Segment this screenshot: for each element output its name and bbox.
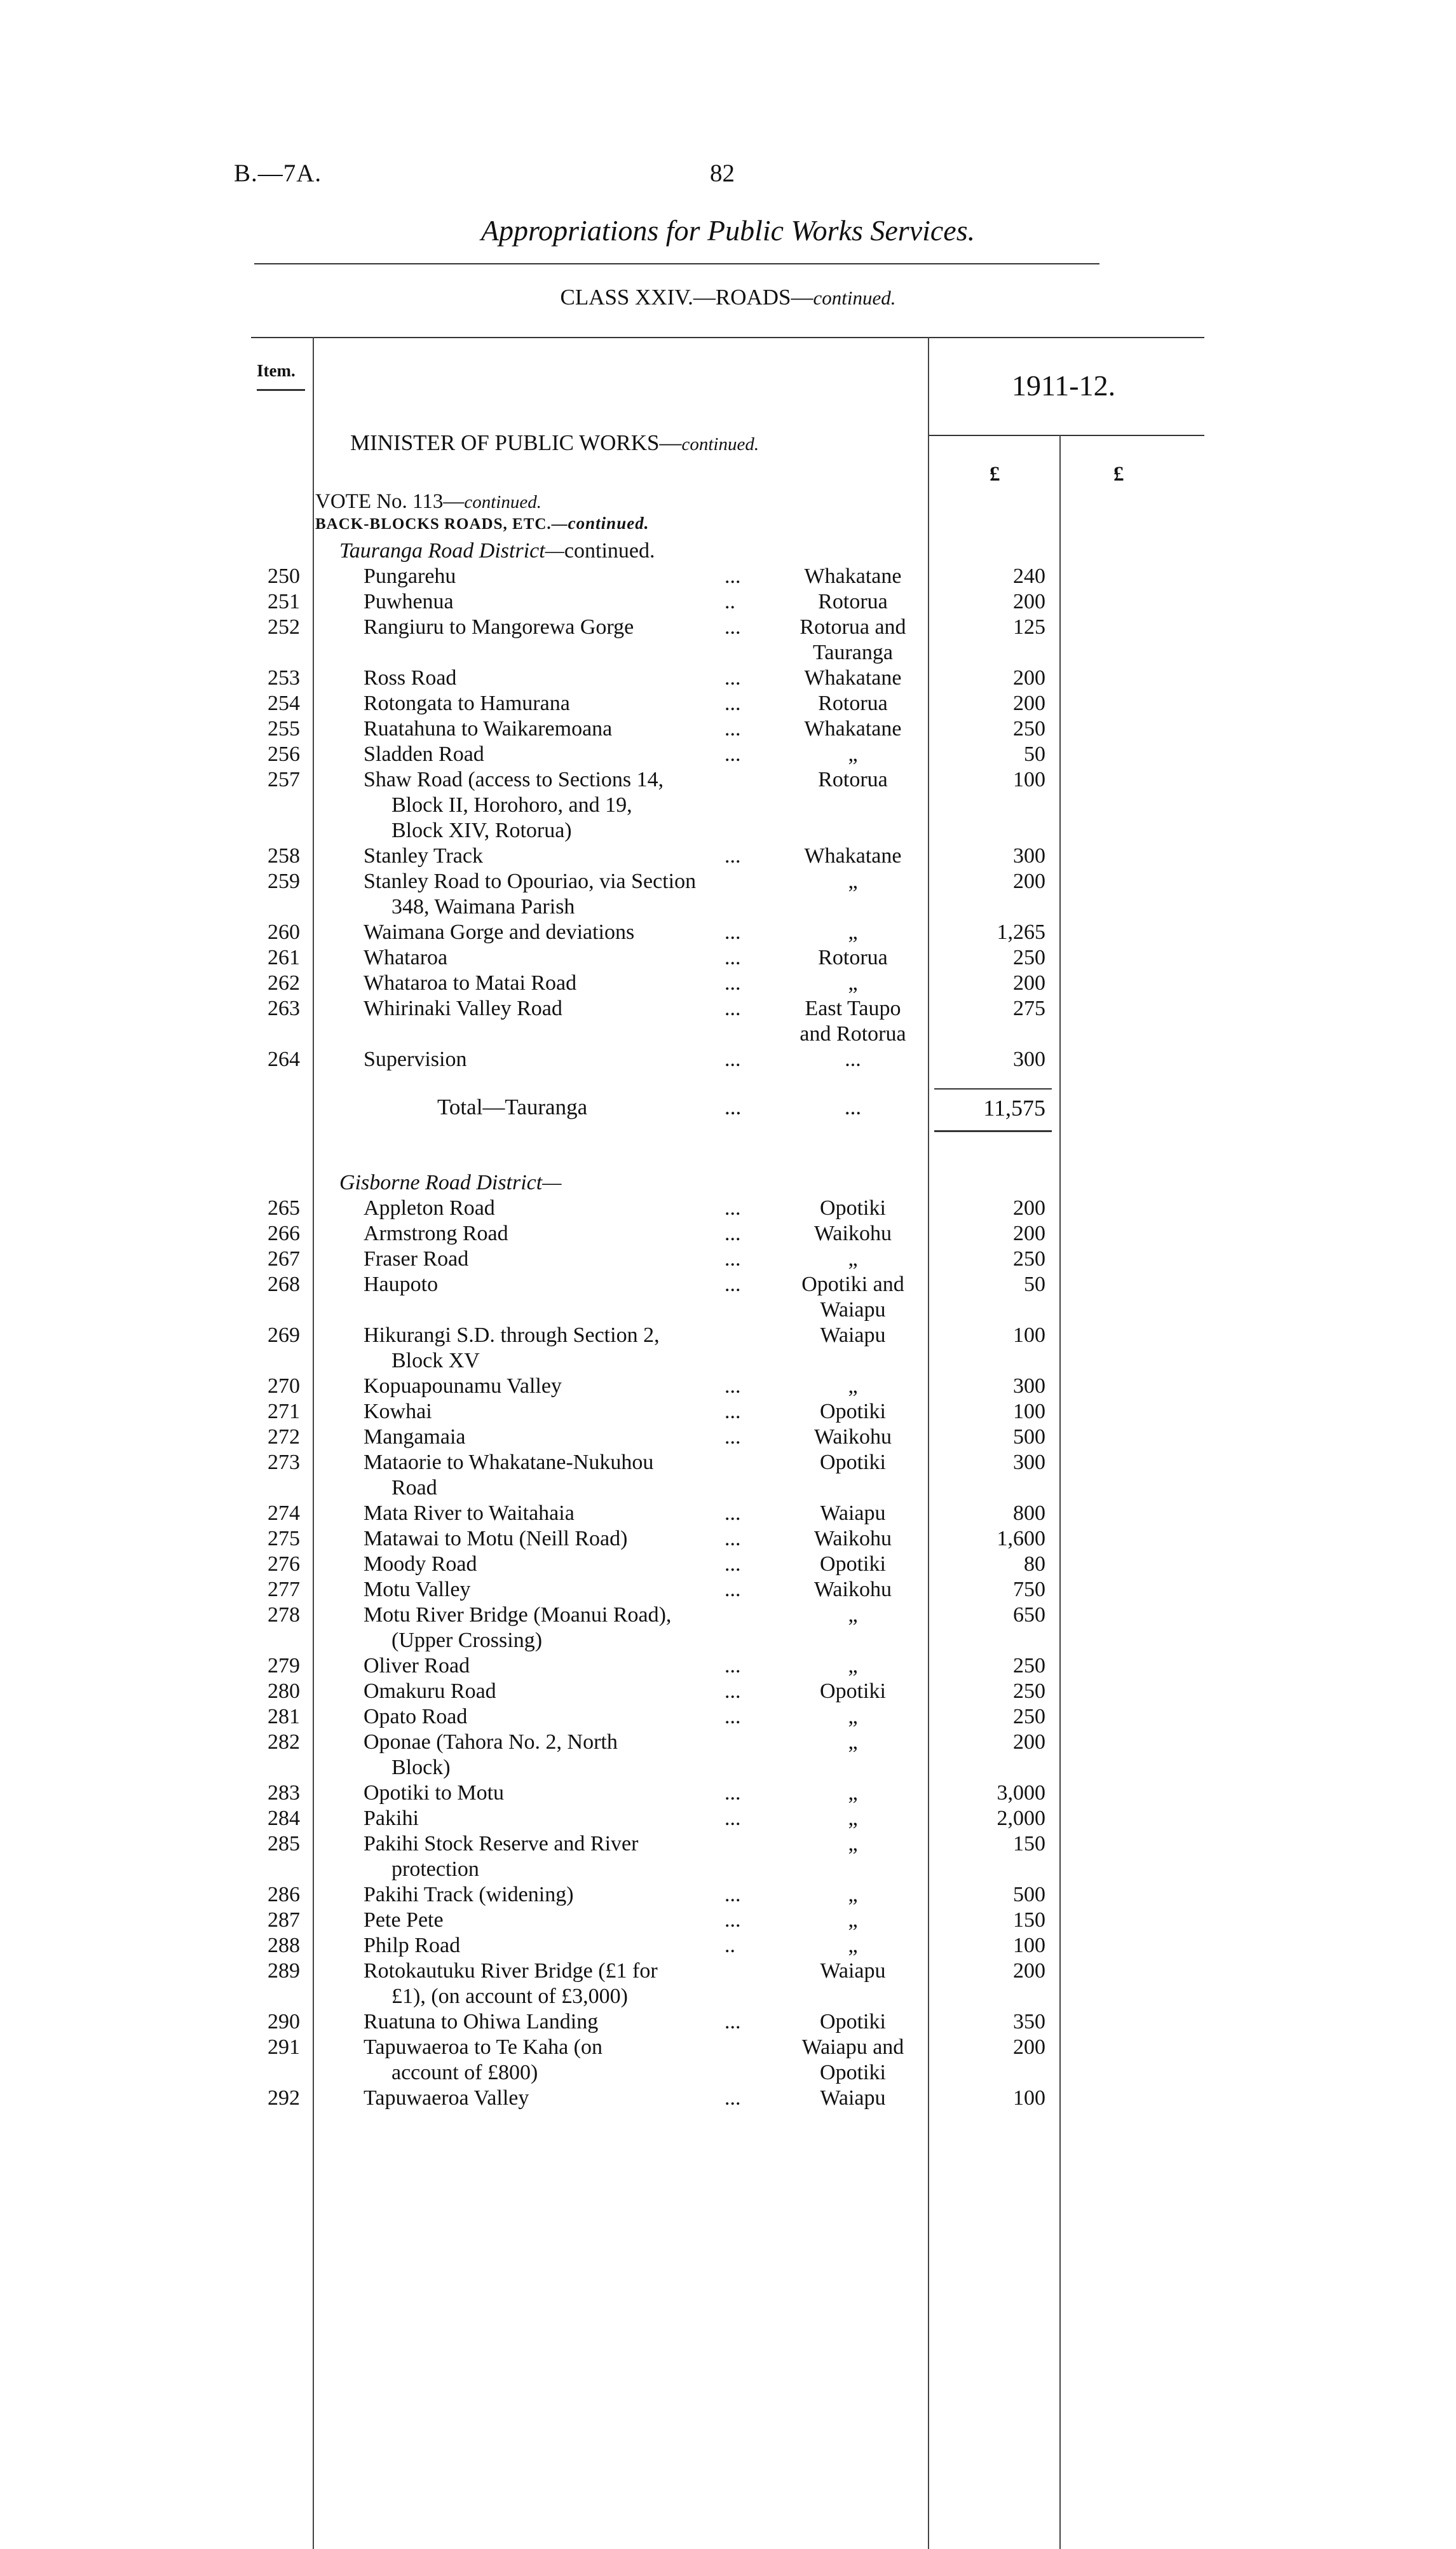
leader-dots: ... <box>725 1654 741 1678</box>
item-column-header: Item. <box>257 361 296 380</box>
item-name: Tapuwaeroa to Te Kaha (on <box>364 2035 603 2059</box>
total-bottom-rule <box>934 1130 1052 1132</box>
item-row <box>0 1527 1456 1552</box>
item-locality: Waikohu <box>814 1527 892 1550</box>
item-amount: 250 <box>1013 717 1045 741</box>
item-locality: „ <box>848 1807 858 1830</box>
item-amount: 2,000 <box>997 1807 1045 1830</box>
item-name-continuation: Block XV <box>391 1349 480 1372</box>
tauranga-total-amount: 11,575 <box>983 1095 1045 1121</box>
item-name: Pakihi <box>364 1807 419 1830</box>
item-name: Ruatuna to Ohiwa Landing <box>364 2010 599 2033</box>
item-name: Pete Pete <box>364 1908 444 1932</box>
item-name: Oliver Road <box>364 1654 470 1678</box>
item-amount: 500 <box>1013 1883 1045 1906</box>
item-name: Mata River to Waitahaia <box>364 1501 575 1525</box>
item-amount: 200 <box>1013 590 1045 613</box>
leader-dots: ... <box>725 717 741 741</box>
item-amount: 500 <box>1013 1425 1045 1449</box>
item-name: Rotongata to Hamurana <box>364 692 570 715</box>
item-row <box>0 1781 1456 1807</box>
year-column-header: 1911-12. <box>1012 369 1116 402</box>
item-locality: „ <box>848 1654 858 1678</box>
item-amount: 100 <box>1013 1934 1045 1957</box>
item-number: 275 <box>268 1527 300 1550</box>
item-row <box>0 1196 1456 1222</box>
item-amount: 50 <box>1024 742 1045 766</box>
item-name: Oponae (Tahora No. 2, North <box>364 1730 618 1754</box>
item-amount: 125 <box>1013 615 1045 639</box>
class-heading-text: CLASS XXIV.—ROADS— <box>560 285 813 310</box>
item-amount: 200 <box>1013 1730 1045 1754</box>
item-name: Fraser Road <box>364 1247 469 1271</box>
leader-dots: ... <box>725 2086 741 2110</box>
item-number: 272 <box>268 1425 300 1449</box>
item-name-continuation: Road <box>391 1476 437 1500</box>
leader-dots: ... <box>725 971 741 995</box>
item-locality: „ <box>848 742 858 766</box>
item-name: Stanley Road to Opouriao, via Section <box>364 870 697 893</box>
item-number: 255 <box>268 717 300 741</box>
item-locality: „ <box>848 1705 858 1728</box>
item-number: 290 <box>268 2010 300 2033</box>
item-row <box>0 666 1456 692</box>
item-number: 279 <box>268 1654 300 1678</box>
item-amount: 250 <box>1013 1679 1045 1703</box>
item-locality: Whakatane <box>804 564 902 588</box>
item-row <box>0 1552 1456 1578</box>
item-locality: Waikohu <box>814 1578 892 1601</box>
item-number: 285 <box>268 1832 300 1855</box>
item-row <box>0 1374 1456 1400</box>
item-locality: „ <box>848 1883 858 1906</box>
item-row <box>0 2086 1456 2112</box>
vote-heading <box>315 490 541 514</box>
item-name-continuation: £1), (on account of £3,000) <box>391 1985 629 2008</box>
leader-dots: ... <box>725 1679 741 1703</box>
leader-dots: ... <box>725 946 741 969</box>
item-name: Mangamaia <box>364 1425 466 1449</box>
item-row <box>0 1832 1456 1881</box>
item-amount: 1,600 <box>997 1527 1045 1550</box>
item-name: Motu River Bridge (Moanui Road), <box>364 1603 672 1627</box>
item-name-continuation: Block XIV, Rotorua) <box>391 819 572 842</box>
item-name: Pakihi Track (widening) <box>364 1883 574 1906</box>
item-number: 250 <box>268 564 300 588</box>
ministry-heading <box>350 430 759 456</box>
item-amount: 200 <box>1013 666 1045 690</box>
item-amount: 200 <box>1013 870 1045 893</box>
item-amount: 300 <box>1013 1048 1045 1071</box>
item-row <box>0 1323 1456 1372</box>
item-name: Haupoto <box>364 1273 439 1296</box>
item-name: Pungarehu <box>364 564 456 588</box>
item-amount: 100 <box>1013 2086 1045 2110</box>
item-locality: Rotorua <box>818 692 888 715</box>
item-locality: Opotiki and <box>801 1273 904 1296</box>
item-row <box>0 1934 1456 1959</box>
item-number: 265 <box>268 1196 300 1220</box>
leader-dots: .. <box>725 1934 735 1957</box>
class-heading <box>0 285 1456 310</box>
leader-dots: ... <box>725 1222 741 1245</box>
item-amount: 80 <box>1024 1552 1045 1576</box>
item-number: 277 <box>268 1578 300 1601</box>
item-row <box>0 590 1456 615</box>
item-name-continuation: Block II, Horohoro, and 19, <box>391 793 632 817</box>
item-amount: 300 <box>1013 1451 1045 1474</box>
item-number: 287 <box>268 1908 300 1932</box>
item-name: Sladden Road <box>364 742 484 766</box>
item-name: Moody Road <box>364 1552 477 1576</box>
item-name: Mataorie to Whakatane-Nukuhou <box>364 1451 654 1474</box>
year-header-rule <box>929 435 1204 436</box>
item-amount: 250 <box>1013 1654 1045 1678</box>
item-locality: Waiapu and <box>801 2035 904 2059</box>
leader-dots: ... <box>725 1048 741 1071</box>
item-row <box>0 946 1456 971</box>
item-locality: „ <box>848 1374 858 1398</box>
item-locality: Rotorua <box>818 768 888 791</box>
item-name-continuation: 348, Waimana Parish <box>391 895 575 919</box>
item-name: Whirinaki Valley Road <box>364 997 562 1020</box>
item-name: Philp Road <box>364 1934 461 1957</box>
item-number: 278 <box>268 1603 300 1627</box>
item-number: 280 <box>268 1679 300 1703</box>
item-number: 260 <box>268 920 300 944</box>
document-reference: B.—7A. <box>234 160 322 187</box>
leader-dots: ... <box>725 564 741 588</box>
item-name: Rangiuru to Mangorewa Gorge <box>364 615 634 639</box>
item-locality: Rotorua and <box>799 615 906 639</box>
item-amount: 150 <box>1013 1908 1045 1932</box>
vote-subheading-text: BACK-BLOCKS ROADS, ETC.— <box>315 516 568 533</box>
item-locality: Opotiki <box>820 1196 886 1220</box>
item-row <box>0 2035 1456 2084</box>
item-row <box>0 1679 1456 1705</box>
item-locality: „ <box>848 870 858 893</box>
leader-dots: ... <box>725 920 741 944</box>
leader-dots: ... <box>725 997 741 1020</box>
item-row <box>0 1501 1456 1527</box>
item-locality: Whakatane <box>804 666 902 690</box>
item-locality: Waiapu <box>820 1959 886 1983</box>
class-heading-suffix: continued. <box>813 287 896 309</box>
item-amount: 250 <box>1013 1247 1045 1271</box>
item-name: Whataroa to Matai Road <box>364 971 577 995</box>
item-amount: 200 <box>1013 1959 1045 1983</box>
item-amount: 350 <box>1013 2010 1045 2033</box>
leader-dots: ... <box>725 1196 741 1220</box>
item-row <box>0 1908 1456 1934</box>
item-number: 261 <box>268 946 300 969</box>
item-name: Omakuru Road <box>364 1679 496 1703</box>
item-name: Opato Road <box>364 1705 468 1728</box>
item-number: 258 <box>268 844 300 868</box>
item-locality: ... <box>845 1048 861 1071</box>
item-row <box>0 1883 1456 1908</box>
currency-header-1: £ <box>990 463 1000 486</box>
item-locality: Waiapu <box>820 1323 886 1347</box>
title-rule <box>254 263 1099 264</box>
item-name-continuation: account of £800) <box>391 2061 538 2084</box>
item-name: Opotiki to Motu <box>364 1781 505 1805</box>
item-amount: 200 <box>1013 692 1045 715</box>
item-name: Kowhai <box>364 1400 432 1423</box>
item-locality: Waikohu <box>814 1222 892 1245</box>
item-locality-continuation: Opotiki <box>820 2061 886 2084</box>
item-name: Hikurangi S.D. through Section 2, <box>364 1323 660 1347</box>
item-amount: 650 <box>1013 1603 1045 1627</box>
item-locality: Opotiki <box>820 1679 886 1703</box>
item-locality: East Taupo <box>805 997 901 1020</box>
item-locality: Opotiki <box>820 2010 886 2033</box>
leader-dots: .. <box>725 590 735 613</box>
item-row <box>0 768 1456 842</box>
item-name: Armstrong Road <box>364 1222 508 1245</box>
item-number: 289 <box>268 1959 300 1983</box>
item-amount: 100 <box>1013 1323 1045 1347</box>
item-number: 273 <box>268 1451 300 1474</box>
item-number: 267 <box>268 1247 300 1271</box>
ministry-heading-text: MINISTER OF PUBLIC WORKS— <box>350 430 682 455</box>
item-locality: Waiapu <box>820 1501 886 1525</box>
leader-dots: ... <box>725 1807 741 1830</box>
item-row <box>0 717 1456 742</box>
item-amount: 800 <box>1013 1501 1045 1525</box>
item-number: 271 <box>268 1400 300 1423</box>
item-number: 264 <box>268 1048 300 1071</box>
leader-dots: ... <box>725 1578 741 1601</box>
tauranga-district-name: Tauranga Road District— <box>339 539 564 563</box>
item-row <box>0 1048 1456 1073</box>
ministry-heading-suffix: continued. <box>681 434 759 454</box>
tauranga-total-place: ... <box>844 1095 862 1119</box>
item-row <box>0 1705 1456 1730</box>
item-name: Matawai to Motu (Neill Road) <box>364 1527 628 1550</box>
leader-dots: ... <box>725 742 741 766</box>
item-name: Appleton Road <box>364 1196 495 1220</box>
item-locality: Whakatane <box>804 844 902 868</box>
item-number: 269 <box>268 1323 300 1347</box>
item-locality: „ <box>848 920 858 944</box>
leader-dots: ... <box>725 1501 741 1525</box>
item-locality: „ <box>848 1247 858 1271</box>
item-row <box>0 1425 1456 1451</box>
leader-dots: ... <box>725 1374 741 1398</box>
item-amount: 300 <box>1013 1374 1045 1398</box>
item-number: 281 <box>268 1705 300 1728</box>
item-name: Stanley Track <box>364 844 483 868</box>
item-amount: 50 <box>1024 1273 1045 1296</box>
item-row <box>0 844 1456 870</box>
leader-dots: ... <box>725 1425 741 1449</box>
item-number: 254 <box>268 692 300 715</box>
item-locality: „ <box>848 1603 858 1627</box>
item-amount: 1,265 <box>997 920 1045 944</box>
vote-subheading <box>315 514 649 533</box>
item-number: 270 <box>268 1374 300 1398</box>
item-number: 268 <box>268 1273 300 1296</box>
item-row <box>0 1730 1456 1779</box>
item-row <box>0 1603 1456 1652</box>
item-locality: „ <box>848 1908 858 1932</box>
item-row <box>0 1222 1456 1247</box>
item-number: 256 <box>268 742 300 766</box>
item-number: 276 <box>268 1552 300 1576</box>
item-name: Whataroa <box>364 946 448 969</box>
item-name-continuation: Block) <box>391 1756 451 1779</box>
item-header-rule <box>257 389 305 391</box>
item-row <box>0 1654 1456 1679</box>
item-amount: 250 <box>1013 946 1045 969</box>
item-locality: „ <box>848 1730 858 1754</box>
item-number: 252 <box>268 615 300 639</box>
item-name: Kopuapounamu Valley <box>364 1374 562 1398</box>
item-locality-continuation: Waiapu <box>820 1298 886 1322</box>
item-row <box>0 1807 1456 1832</box>
item-locality: Waikohu <box>814 1425 892 1449</box>
item-locality: Waiapu <box>820 2086 886 2110</box>
leader-dots: ... <box>725 666 741 690</box>
item-locality: Opotiki <box>820 1400 886 1423</box>
item-locality: „ <box>848 1934 858 1957</box>
leader-dots: ... <box>725 844 741 868</box>
leader-dots: ... <box>725 615 741 639</box>
item-name: Ross Road <box>364 666 457 690</box>
item-amount: 300 <box>1013 844 1045 868</box>
item-name: Rotokautuku River Bridge (£1 for <box>364 1959 658 1983</box>
tauranga-district-suffix: continued. <box>564 539 655 563</box>
item-row <box>0 615 1456 664</box>
total-top-rule <box>934 1088 1052 1090</box>
leader-dots: ... <box>725 1247 741 1271</box>
item-number: 283 <box>268 1781 300 1805</box>
item-name-continuation: protection <box>391 1857 479 1881</box>
item-row <box>0 870 1456 919</box>
item-amount: 100 <box>1013 768 1045 791</box>
item-name: Supervision <box>364 1048 467 1071</box>
page-number: 82 <box>710 160 735 187</box>
table-top-rule <box>251 337 1204 338</box>
item-number: 286 <box>268 1883 300 1906</box>
item-amount: 750 <box>1013 1578 1045 1601</box>
item-row <box>0 1451 1456 1500</box>
item-locality: Whakatane <box>804 717 902 741</box>
item-name: Motu Valley <box>364 1578 471 1601</box>
tauranga-total-label: Total—Tauranga <box>437 1095 588 1119</box>
item-row <box>0 1247 1456 1273</box>
item-row <box>0 920 1456 946</box>
item-locality: Opotiki <box>820 1451 886 1474</box>
item-row <box>0 1400 1456 1425</box>
leader-dots: ... <box>725 1781 741 1805</box>
leader-dots: ... <box>725 1552 741 1576</box>
item-name: Puwhenua <box>364 590 454 613</box>
leader-dots: ... <box>725 2010 741 2033</box>
item-number: 282 <box>268 1730 300 1754</box>
item-row <box>0 564 1456 590</box>
vote-subheading-suffix: continued. <box>568 514 650 533</box>
item-amount: 150 <box>1013 1832 1045 1855</box>
item-name: Ruatahuna to Waikaremoana <box>364 717 613 741</box>
item-locality-continuation: Tauranga <box>813 641 893 664</box>
item-name: Pakihi Stock Reserve and River <box>364 1832 639 1855</box>
leader-dots: ... <box>725 1908 741 1932</box>
item-name: Waimana Gorge and deviations <box>364 920 635 944</box>
item-row <box>0 1959 1456 2008</box>
item-amount: 3,000 <box>997 1781 1045 1805</box>
item-number: 291 <box>268 2035 300 2059</box>
item-number: 263 <box>268 997 300 1020</box>
leader-dots: ... <box>725 1883 741 1906</box>
item-row <box>0 692 1456 717</box>
item-amount: 200 <box>1013 1222 1045 1245</box>
item-number: 274 <box>268 1501 300 1525</box>
item-row <box>0 1578 1456 1603</box>
vote-heading-text: VOTE No. 113— <box>315 490 465 513</box>
tauranga-total-dots: ... <box>725 1095 742 1119</box>
leader-dots: ... <box>725 692 741 715</box>
item-locality: „ <box>848 1781 858 1805</box>
item-name: Shaw Road (access to Sections 14, <box>364 768 664 791</box>
item-row <box>0 2010 1456 2035</box>
item-amount: 200 <box>1013 1196 1045 1220</box>
item-number: 262 <box>268 971 300 995</box>
item-amount: 250 <box>1013 1705 1045 1728</box>
gisborne-district-heading: Gisborne Road District— <box>339 1171 562 1194</box>
tauranga-total-row <box>0 1095 1456 1120</box>
leader-dots: ... <box>725 1400 741 1423</box>
item-locality-continuation: and Rotorua <box>799 1022 906 1046</box>
leader-dots: ... <box>725 1527 741 1550</box>
item-number: 288 <box>268 1934 300 1957</box>
item-number: 251 <box>268 590 300 613</box>
item-amount: 100 <box>1013 1400 1045 1423</box>
item-locality: Rotorua <box>818 590 888 613</box>
item-amount: 200 <box>1013 2035 1045 2059</box>
tauranga-district-heading <box>339 539 655 563</box>
item-name: Tapuwaeroa Valley <box>364 2086 529 2110</box>
item-locality: Opotiki <box>820 1552 886 1576</box>
item-number: 259 <box>268 870 300 893</box>
currency-header-2: £ <box>1113 463 1124 486</box>
item-number: 257 <box>268 768 300 791</box>
item-row <box>0 1273 1456 1322</box>
item-locality: „ <box>848 1832 858 1855</box>
item-row <box>0 997 1456 1046</box>
item-number: 253 <box>268 666 300 690</box>
item-locality: „ <box>848 971 858 995</box>
vote-heading-suffix: continued. <box>464 492 541 512</box>
item-number: 266 <box>268 1222 300 1245</box>
item-amount: 240 <box>1013 564 1045 588</box>
item-number: 292 <box>268 2086 300 2110</box>
item-amount: 275 <box>1013 997 1045 1020</box>
item-row <box>0 742 1456 768</box>
item-amount: 200 <box>1013 971 1045 995</box>
leader-dots: ... <box>725 1705 741 1728</box>
item-number: 284 <box>268 1807 300 1830</box>
page-title: Appropriations for Public Works Services. <box>480 214 976 247</box>
item-locality: Rotorua <box>818 946 888 969</box>
item-name-continuation: (Upper Crossing) <box>391 1629 543 1652</box>
item-row <box>0 971 1456 997</box>
leader-dots: ... <box>725 1273 741 1296</box>
